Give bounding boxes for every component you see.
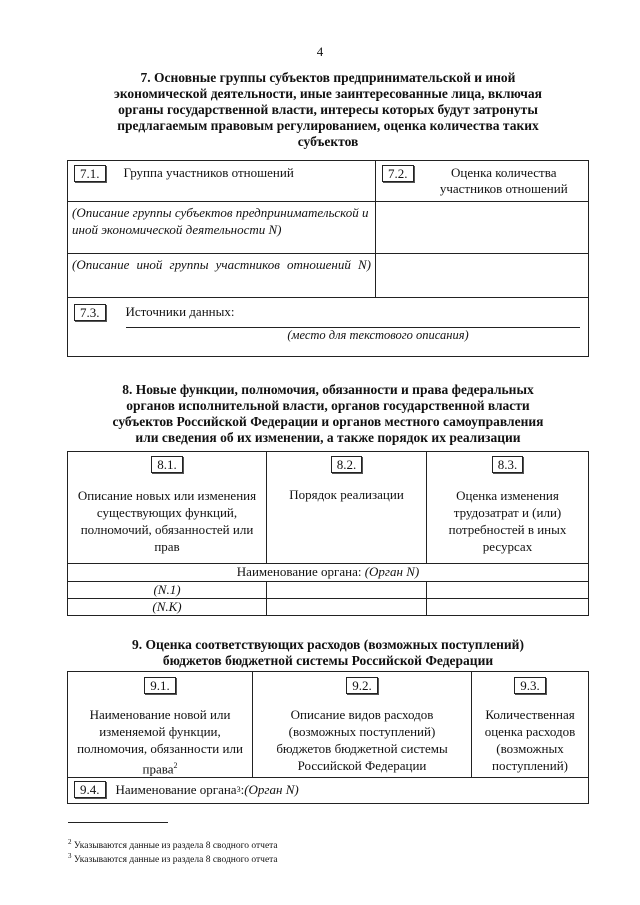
title-line: или сведения об их изменении, а также порядок их реализации: [135, 430, 521, 445]
title-line: органов исполнительной власти, органов государственной власти: [126, 398, 530, 413]
section-9-title: [68, 637, 588, 669]
header-8-2: Порядок реализации: [289, 487, 404, 502]
label-7-1: Группа участников отношений: [123, 165, 294, 180]
footnote-ref: 2: [173, 761, 178, 770]
organ-label: Наименование органа:: [236, 564, 365, 579]
cell-8-1: [68, 452, 267, 564]
footnote: $^3$ Указываются данные из раздела 8 сводного отчета: [68, 852, 278, 866]
header-9-1: Наименование новой или изменяемой функции, полномочия, обязанности или права$^2$: [77, 707, 243, 777]
row-nk-cell: [267, 599, 427, 616]
row-nk: (N.K): [68, 599, 267, 616]
row-n1: (N.1): [68, 582, 267, 599]
footnote-ref: 3: [236, 785, 241, 795]
cell-9-2: [253, 672, 472, 778]
cell-9-1: [68, 672, 253, 778]
cell-7-3: [68, 298, 589, 357]
organ-value: (Орган N): [244, 781, 299, 797]
footnote: $^2$ Указываются данные из раздела 8 сводного отчета: [68, 838, 278, 852]
header-9-3: Количественная оценка расходов (возможных поступлений): [484, 707, 576, 773]
table-8: [67, 451, 589, 616]
header-8-3: Оценка изменения трудозатрат и (или) потребностей в иных ресурсах: [448, 488, 567, 554]
title-line: органы государственной власти, интересы которых будут затронуты: [118, 102, 538, 117]
title-line: 8. Новые функции, полномочия, обязанности и права федеральных: [122, 382, 534, 397]
cell-7-2: [376, 161, 589, 202]
organ-value: (Орган N): [364, 564, 420, 579]
table-7: [67, 160, 589, 357]
section-7-title: [68, 70, 588, 150]
organ-separator: :: [240, 781, 245, 797]
cell-9-3: [472, 672, 589, 778]
title-line: 7. Основные группы субъектов предпринимательской и иной: [140, 70, 516, 85]
organ-label: Наименование органа: [115, 781, 237, 797]
section-number-8-1: 8.1.: [151, 456, 183, 473]
section-number-8-2: 8.2.: [331, 456, 363, 473]
row-n1-cell: [267, 582, 427, 599]
header-8-1: Описание новых или изменения существующих функций, полномочий, обязанностей или прав: [77, 488, 257, 554]
row-other-group: (Описание иной группы участников отношений N): [68, 254, 376, 298]
section-number-8-3: 8.3.: [492, 456, 524, 473]
cell-8-3: [427, 452, 589, 564]
title-line: экономической деятельности, иные заинтересованные лица, включая: [114, 86, 542, 101]
section-number-7-3: 7.3.: [74, 304, 106, 321]
footnote-divider: [68, 822, 168, 823]
section-8-title: [68, 382, 588, 446]
cell-7-1: [68, 161, 376, 202]
section-number-9-3: 9.3.: [514, 677, 546, 694]
title-line: субъектов: [297, 134, 359, 149]
label-7-3: Источники данных:: [125, 304, 235, 319]
placeholder-text: (место для текстового описания): [287, 328, 469, 342]
row-business-group: (Описание группы субъектов предпринимательской и иной экономической деятельности N): [68, 202, 376, 254]
title-line: предлагаемым правовым регулированием, оценка количества таких: [117, 118, 539, 133]
title-line: 9. Оценка соответствующих расходов (возможных поступлений): [132, 637, 524, 652]
title-line: субъектов Российской Федерации и органов местного самоуправления: [112, 414, 544, 429]
cell-8-2: [267, 452, 427, 564]
page-number: 4: [316, 44, 324, 59]
section-number-9-2: 9.2.: [346, 677, 378, 694]
title-line: бюджетов бюджетной системы Российской Федерации: [162, 653, 494, 668]
organ-row: [68, 564, 589, 582]
table-9: [67, 671, 589, 804]
section-number-7-1: 7.1.: [74, 165, 106, 182]
section-number-7-2: 7.2.: [382, 165, 414, 182]
row-other-estimate: [376, 254, 589, 298]
row-business-estimate: [376, 202, 589, 254]
cell-9-4: [68, 778, 589, 804]
header-9-2: Описание видов расходов (возможных поступлений) бюджетов бюджетной системы Российской Федерации: [276, 707, 448, 773]
label-7-2: Оценка количества участников отношений: [439, 165, 568, 196]
section-number-9-4: 9.4.: [74, 781, 106, 798]
row-n1-cell: [427, 582, 589, 599]
row-nk-cell: [427, 599, 589, 616]
section-number-9-1: 9.1.: [144, 677, 176, 694]
